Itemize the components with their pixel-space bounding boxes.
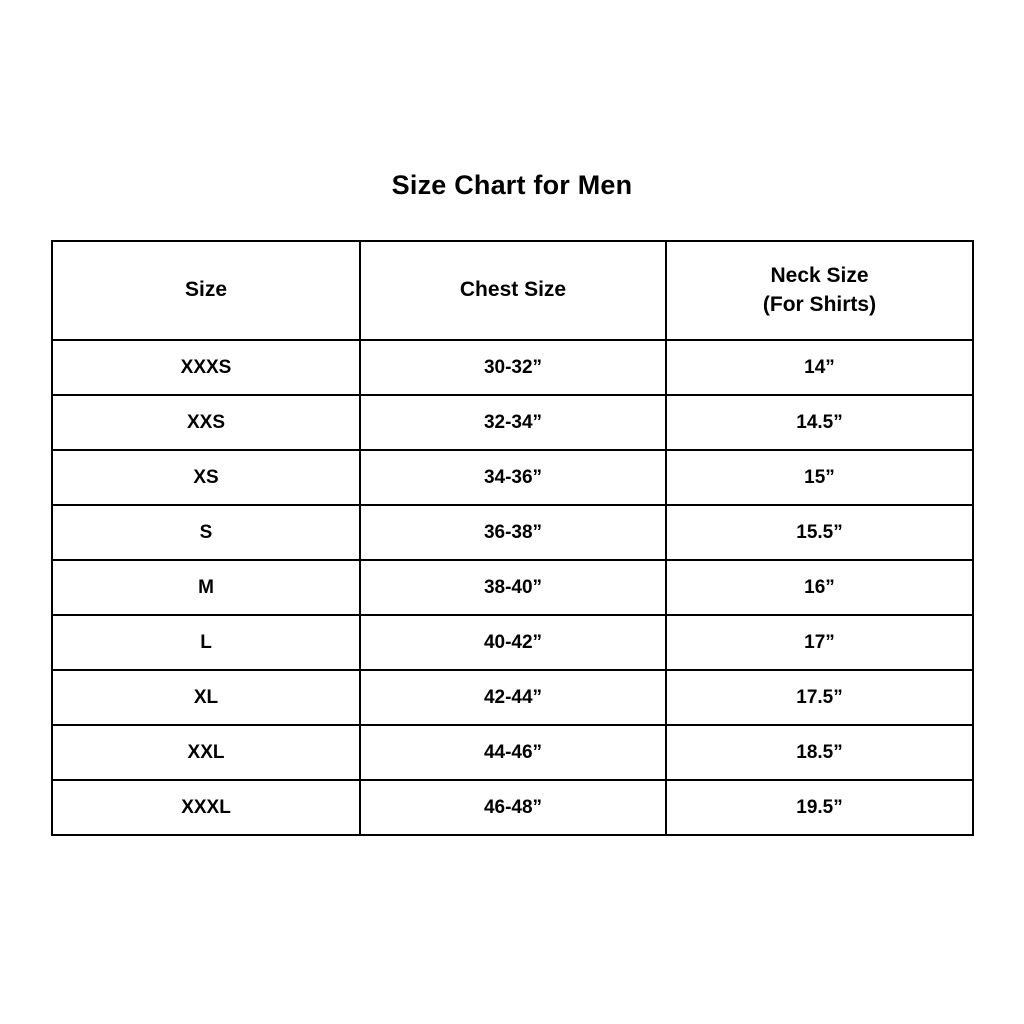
column-header-chest-label: Chest Size bbox=[459, 278, 567, 302]
size-chart-table bbox=[51, 240, 974, 836]
column-header-size-label: Size bbox=[184, 278, 228, 302]
cell-chest: 42-44” bbox=[360, 670, 666, 725]
table-row bbox=[52, 505, 973, 560]
table-header bbox=[52, 241, 973, 340]
cell-neck: 14.5” bbox=[666, 395, 973, 450]
cell-neck: 18.5” bbox=[666, 725, 973, 780]
table-row bbox=[52, 725, 973, 780]
cell-size: XXS bbox=[52, 395, 360, 450]
column-header-neck-sublabel: (For Shirts) bbox=[762, 292, 877, 316]
cell-chest: 44-46” bbox=[360, 725, 666, 780]
table-body bbox=[52, 340, 973, 835]
cell-size: XXL bbox=[52, 725, 360, 780]
cell-size: XL bbox=[52, 670, 360, 725]
cell-chest: 38-40” bbox=[360, 560, 666, 615]
table-row bbox=[52, 615, 973, 670]
column-header-size bbox=[52, 241, 360, 340]
table-row bbox=[52, 395, 973, 450]
table-row bbox=[52, 780, 973, 835]
cell-neck: 16” bbox=[666, 560, 973, 615]
table-row bbox=[52, 560, 973, 615]
column-header-neck bbox=[666, 241, 973, 340]
cell-neck: 19.5” bbox=[666, 780, 973, 835]
cell-neck: 17.5” bbox=[666, 670, 973, 725]
cell-chest: 36-38” bbox=[360, 505, 666, 560]
cell-neck: 14” bbox=[666, 340, 973, 395]
cell-neck: 15.5” bbox=[666, 505, 973, 560]
page-title: Size Chart for Men bbox=[391, 170, 633, 200]
cell-chest: 34-36” bbox=[360, 450, 666, 505]
table-header-row bbox=[52, 241, 973, 340]
table-row bbox=[52, 340, 973, 395]
cell-size: S bbox=[52, 505, 360, 560]
column-header-chest bbox=[360, 241, 666, 340]
column-header-neck-label: Neck Size bbox=[770, 264, 869, 288]
cell-size: L bbox=[52, 615, 360, 670]
table-row bbox=[52, 670, 973, 725]
cell-size: XXXS bbox=[52, 340, 360, 395]
cell-size: XS bbox=[52, 450, 360, 505]
cell-chest: 30-32” bbox=[360, 340, 666, 395]
cell-neck: 15” bbox=[666, 450, 973, 505]
cell-size: XXXL bbox=[52, 780, 360, 835]
cell-chest: 32-34” bbox=[360, 395, 666, 450]
cell-neck: 17” bbox=[666, 615, 973, 670]
cell-size: M bbox=[52, 560, 360, 615]
table-row bbox=[52, 450, 973, 505]
cell-chest: 46-48” bbox=[360, 780, 666, 835]
cell-chest: 40-42” bbox=[360, 615, 666, 670]
